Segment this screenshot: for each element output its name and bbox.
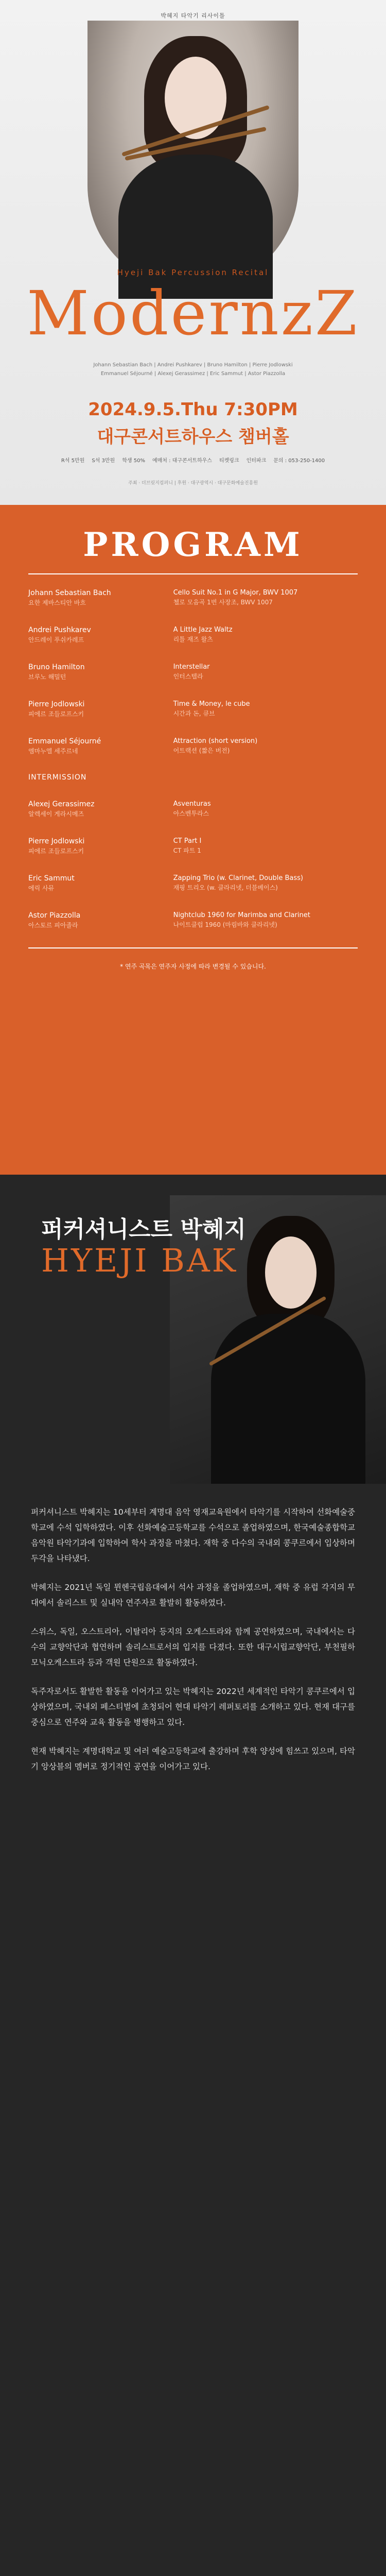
bio-paragraph: 퍼커셔니스트 박혜지는 10세부터 계명대 음악 영재교육원에서 타악기를 시작하여 선화예술중학교에 수석 입학하였다. 이후 선화예술고등학교를 수석으로 졸업하였으며, 한국예술종합학교 음악원 타악기과에 입학하여 학사 과정을 마쳤다. 재학 중 다수의 국내외 콩쿠르에서 입상하며 두각을 나타냈다. — [31, 1507, 355, 1563]
composer-name-kr: 아스토르 피아졸라 — [28, 922, 78, 929]
intermission-label: INTERMISSION — [28, 773, 87, 782]
work-title: Cello Suit No.1 in G Major, BWV 1007 — [173, 589, 298, 597]
info-item: 인터파크 — [246, 458, 267, 464]
work-title-kr: 인터스텔라 — [173, 673, 203, 680]
composer-name: Pierre Jodlowski — [28, 700, 85, 708]
artist-bio — [31, 1504, 355, 1788]
work-title: Interstellar — [173, 663, 210, 671]
composer-name-kr: 피에르 조들로프스키 — [28, 710, 84, 718]
composer-name-kr: 에릭 사뮤 — [28, 885, 55, 892]
work-block — [173, 662, 358, 682]
work-block — [173, 625, 358, 645]
composer-name-kr: 안드레이 푸쉬카레프 — [28, 636, 84, 643]
work-title-kr: 시간과 돈, 큐브 — [173, 710, 215, 717]
program-item — [28, 662, 358, 682]
work-block — [173, 799, 358, 819]
info-item: 문의 : 053-250-1400 — [273, 458, 325, 464]
divider — [28, 947, 358, 948]
composer-block — [28, 699, 173, 719]
work-block — [173, 588, 358, 607]
composer-block — [28, 836, 173, 856]
work-title-kr: 나이트클럽 1960 (마림바와 클라리넷) — [173, 921, 277, 928]
bio-paragraph: 현재 박혜지는 계명대학교 및 여러 예술고등학교에 출강하며 후학 양성에 힘쓰고 있으며, 타악기 앙상블의 멤버로 정기적인 공연을 이어가고 있다. — [31, 1747, 355, 1771]
composer-name: Alexej Gerassimez — [28, 800, 95, 808]
composer-block — [28, 625, 173, 645]
composer-block — [28, 910, 173, 930]
program-item — [28, 699, 358, 719]
composer-block — [28, 662, 173, 682]
composer-name-kr: 요한 제바스티안 바흐 — [28, 599, 86, 606]
composer-name: Pierre Jodlowski — [28, 837, 85, 845]
program-part-1 — [28, 588, 358, 756]
info-item: 티켓링크 — [219, 458, 239, 464]
program-title: PROGRAM — [83, 526, 303, 564]
work-block — [173, 836, 358, 856]
bio-paragraph: 스위스, 독일, 오스트리아, 이탈리아 등지의 오케스트라와 함께 공연하였으며, 국내에서는 다수의 교향악단과 협연하며 솔리스트로서의 입지를 다졌다. 또한 대구시립교향악단, 부천필하모닉오케스트라 등과 객원 단원으로 활동하였다. — [31, 1627, 355, 1667]
concert-venue: 대구콘서트하우스 챔버홀 — [97, 427, 289, 447]
work-title-kr: 아스벤투라스 — [173, 810, 209, 817]
sponsor-line: 주최 · 더브릿지컴퍼니 | 후원 · 대구광역시 · 대구문화예술진흥원 — [128, 481, 258, 486]
program-item — [28, 736, 358, 756]
info-item: 학생 50% — [122, 458, 145, 464]
work-title-kr: 리틀 재즈 왈츠 — [173, 636, 213, 643]
program-item — [28, 836, 358, 856]
work-block — [173, 699, 358, 719]
info-item: S석 3만원 — [92, 458, 115, 464]
artist-name-en: HYEJI BAK — [41, 1242, 238, 1279]
work-title-kr: 재핑 트리오 (w. 클라리넷, 더블베이스) — [173, 884, 278, 891]
composer-block — [28, 736, 173, 756]
artist-name-kr: 퍼커셔니스트 박혜지 — [41, 1216, 246, 1243]
hero-kicker: Hyeji Bak Percussion Recital — [117, 268, 269, 277]
bio-paragraph: 박혜지는 2021년 독일 뮌헨국립음대에서 석사 과정을 졸업하였으며, 재학 중 유럽 각지의 무대에서 솔리스트 및 실내악 연주자로 활발히 활동하였다. — [31, 1583, 355, 1607]
work-title-kr: 첼로 모음곡 1번 사장조, BWV 1007 — [173, 599, 273, 606]
composer-name: Eric Sammut — [28, 874, 75, 883]
work-title-kr: 어트랙션 (짧은 버전) — [173, 747, 230, 754]
guest-section — [0, 2571, 386, 2576]
work-title-kr: CT 파트 1 — [173, 847, 201, 854]
composer-block — [28, 873, 173, 893]
ticket-info — [31, 456, 355, 464]
program-note: * 연주 곡목은 연주자 사정에 따라 변경될 수 있습니다. — [120, 963, 266, 970]
bio-paragraph: 독주자로서도 활발한 활동을 이어가고 있는 박혜지는 2022년 세계적인 타악기 콩쿠르에서 입상하였으며, 국내외 페스티벌에 초청되어 현대 타악기 레퍼토리를 소개하고 있다. 현재 대구를 중심으로 연주와 교육 활동을 병행하고 있다. — [31, 1687, 355, 1727]
composer-block — [28, 588, 173, 607]
composer-block — [28, 799, 173, 819]
work-title: A Little Jazz Waltz — [173, 626, 233, 634]
hero-composer-list — [62, 361, 324, 378]
program-section — [0, 505, 386, 1175]
composer-name-kr: 엠마누엘 세주르네 — [28, 748, 78, 755]
concert-date: 2024.9.5.Thu 7:30PM — [88, 399, 298, 420]
work-title: Zapping Trio (w. Clarinet, Double Bass) — [173, 874, 303, 882]
composer-name-kr: 알렉세이 게라시메즈 — [28, 810, 84, 818]
info-item: R석 5만원 — [61, 458, 85, 464]
composer-name: Emmanuel Séjourné — [28, 737, 101, 745]
work-block — [173, 736, 358, 756]
artist-section — [0, 1175, 386, 2571]
program-item — [28, 588, 358, 607]
composer-name: Astor Piazzolla — [28, 911, 81, 920]
composer-line-1: Johann Sebastian Bach | Andrei Pushkarev | Bruno Hamilton | Pierre Jodlowski — [93, 362, 293, 368]
work-title: Nightclub 1960 for Marimba and Clarinet — [173, 911, 310, 919]
program-part-2 — [28, 799, 358, 930]
work-title: CT Part I — [173, 837, 202, 845]
hero-section — [0, 0, 386, 505]
work-block — [173, 910, 358, 930]
work-title: Asventuras — [173, 800, 211, 808]
series-label: 박혜지 타악기 리사이틀 — [161, 12, 225, 19]
composer-name-kr: 피에르 조들로프스키 — [28, 848, 84, 855]
composer-name: Andrei Pushkarev — [28, 626, 91, 634]
work-title: Attraction (short version) — [173, 737, 258, 745]
artist-hero-photo — [87, 21, 299, 289]
composer-name: Johann Sebastian Bach — [28, 589, 111, 597]
composer-name-kr: 브루노 해밀턴 — [28, 673, 66, 681]
program-item — [28, 799, 358, 819]
work-title: Time & Money, le cube — [173, 700, 250, 708]
program-item — [28, 873, 358, 893]
divider — [28, 573, 358, 574]
composer-name: Bruno Hamilton — [28, 663, 85, 671]
program-item — [28, 910, 358, 930]
program-item — [28, 625, 358, 645]
info-item: 예매처 : 대구콘서트하우스 — [152, 458, 212, 464]
concert-title: ModernzZ — [27, 278, 359, 349]
work-block — [173, 873, 358, 893]
composer-line-2: Emmanuel Séjourné | Alexej Gerassimez | Eric Sammut | Astor Piazzolla — [100, 371, 286, 377]
